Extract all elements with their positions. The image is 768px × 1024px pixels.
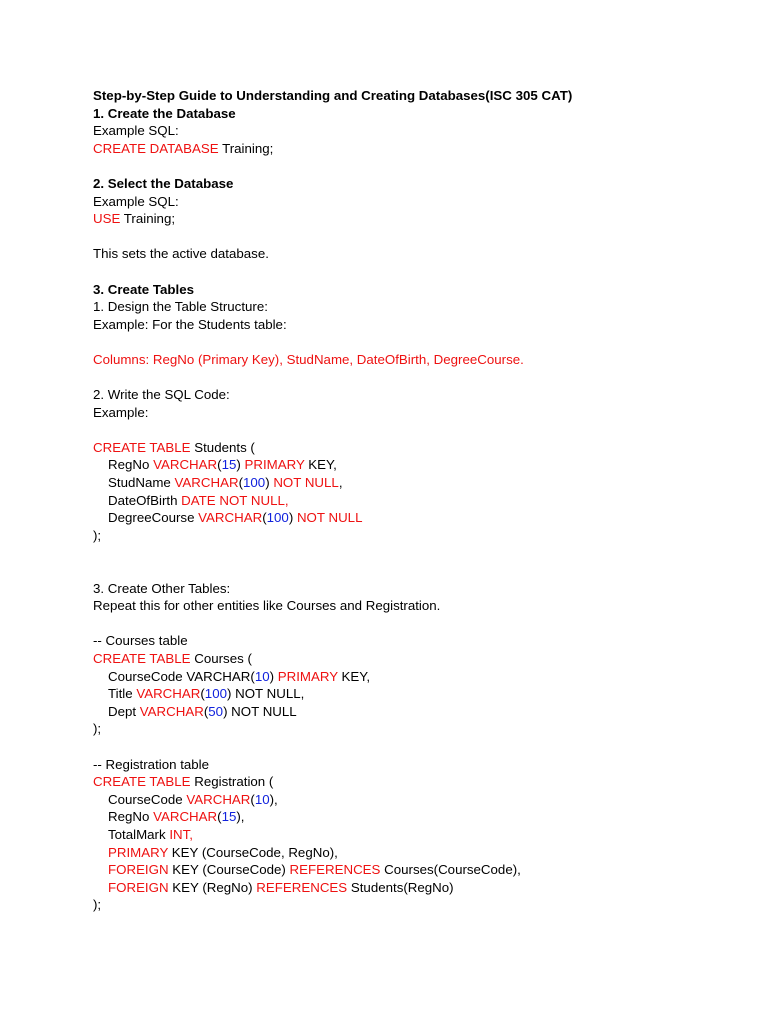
- sql-keyword: FOREIGN: [108, 879, 169, 895]
- step-3-label: 3. Create Other Tables:: [93, 580, 231, 596]
- students-dob-line: [93, 492, 733, 510]
- sql-type: VARCHAR: [186, 791, 251, 807]
- courses-dept-line: [93, 703, 733, 721]
- courses-create-line: [93, 650, 733, 668]
- sql-keyword: PRIMARY: [108, 844, 169, 860]
- sql-keyword: REFERENCES: [289, 862, 381, 878]
- sql-type: VARCHAR: [153, 809, 218, 825]
- sql-number: 50: [208, 703, 224, 719]
- sql-text: Students (: [190, 439, 255, 455]
- sql-text: ) NOT NULL,: [226, 686, 305, 702]
- step-1-label: 1. Design the Table Structure:: [93, 299, 268, 315]
- students-create-line: [93, 439, 733, 457]
- registration-fk-courses-line: [93, 861, 733, 879]
- sql-keyword: CREATE DATABASE: [93, 140, 219, 156]
- column-name: RegNo: [108, 457, 154, 473]
- sql-paren: (: [217, 809, 222, 825]
- step-2-example: Example:: [93, 404, 149, 420]
- column-name: TotalMark: [108, 826, 170, 842]
- sql-number: 100: [243, 475, 266, 491]
- sql-number: 10: [254, 791, 270, 807]
- students-studname-line: [93, 474, 733, 492]
- registration-regno-line: [93, 808, 733, 826]
- sql-keyword: INT,: [169, 826, 193, 842]
- sql-text: Students(RegNo): [347, 879, 454, 895]
- sql-paren: (: [238, 475, 243, 491]
- blank-line: [93, 228, 733, 246]
- courses-end-line: );: [93, 721, 102, 737]
- sql-paren: ): [236, 457, 245, 473]
- section-1-heading: 1. Create the Database: [93, 105, 236, 121]
- blank-line: [93, 369, 733, 387]
- column-name: DateOfBirth: [108, 492, 182, 508]
- sql-text: Training;: [120, 211, 176, 227]
- section-2-example-label: Example SQL:: [93, 193, 179, 209]
- column-name: DegreeCourse: [108, 510, 199, 526]
- registration-create-line: [93, 773, 733, 791]
- blank-line: [93, 157, 733, 175]
- section-3-heading: 3. Create Tables: [93, 281, 195, 297]
- sql-paren: (: [203, 703, 209, 719]
- sql-text: Courses(CourseCode),: [380, 862, 521, 878]
- sql-text: KEY (RegNo): [168, 879, 257, 895]
- sql-type: VARCHAR: [136, 686, 201, 702]
- sql-keyword: FOREIGN: [108, 862, 169, 878]
- sql-keyword: CREATE TABLE: [93, 651, 191, 666]
- blank-line: [93, 544, 733, 562]
- sql-paren: ): [288, 510, 297, 526]
- blank-line: [93, 738, 733, 756]
- create-database-statement: [93, 140, 733, 158]
- sql-paren: ): [269, 668, 278, 684]
- sql-text: Registration (: [190, 774, 274, 790]
- registration-end-line: );: [93, 897, 102, 913]
- section-2-note: This sets the active database.: [93, 246, 269, 262]
- sql-type: VARCHAR: [153, 457, 218, 473]
- section-1-example-label: Example SQL:: [93, 123, 179, 139]
- use-database-statement: [93, 210, 733, 228]
- registration-comment: -- Registration table: [93, 756, 210, 772]
- sql-type: VARCHAR: [139, 703, 204, 719]
- sql-keyword: PRIMARY: [277, 668, 338, 684]
- sql-text: KEY,: [337, 668, 371, 684]
- courses-title-line: [93, 685, 733, 703]
- registration-totalmark-line: [93, 826, 733, 844]
- sql-paren: (: [200, 686, 205, 702]
- sql-number: 10: [254, 668, 270, 684]
- sql-keyword: USE: [93, 211, 121, 227]
- sql-keyword: REFERENCES: [256, 879, 348, 895]
- blank-line: [93, 263, 733, 281]
- column-name: StudName: [108, 475, 175, 491]
- sql-paren: (: [217, 457, 222, 473]
- blank-line: [93, 615, 733, 633]
- sql-text: Courses (: [190, 651, 252, 666]
- blank-line: [93, 333, 733, 351]
- sql-keyword: NOT NULL: [273, 475, 339, 491]
- column-name: Title: [108, 686, 137, 702]
- section-2-heading: 2. Select the Database: [93, 175, 234, 191]
- document-title: Step-by-Step Guide to Understanding and Creating Databases(ISC 305 CAT): [93, 88, 573, 103]
- sql-number: 100: [266, 510, 289, 526]
- sql-text: ),: [269, 791, 278, 807]
- column-name: Dept: [108, 703, 140, 719]
- sql-paren: ): [265, 475, 274, 491]
- step-1-example: Example: For the Students table:: [93, 316, 287, 332]
- sql-type: VARCHAR: [174, 475, 239, 491]
- sql-keyword: CREATE TABLE: [93, 774, 191, 790]
- sql-text: ) NOT NULL: [223, 703, 297, 719]
- blank-line: [93, 562, 733, 580]
- blank-line: [93, 421, 733, 439]
- sql-text: Training;: [218, 140, 274, 156]
- students-regno-line: [93, 456, 733, 474]
- sql-text: ),: [236, 809, 245, 825]
- sql-paren: (: [262, 510, 267, 526]
- sql-keyword: CREATE TABLE: [93, 439, 191, 455]
- sql-paren: (: [250, 791, 255, 807]
- sql-number: 15: [221, 457, 237, 473]
- sql-keyword: NOT NULL: [296, 510, 363, 526]
- step-2-label: 2. Write the SQL Code:: [93, 387, 230, 403]
- sql-keyword: DATE NOT NULL,: [181, 492, 289, 508]
- students-degreecourse-line: [93, 509, 733, 527]
- sql-keyword: PRIMARY: [244, 457, 305, 473]
- registration-fk-students-line: [93, 879, 733, 897]
- sql-text: KEY,: [304, 457, 337, 473]
- sql-text: ,: [338, 475, 343, 491]
- sql-text: KEY (CourseCode): [168, 862, 290, 878]
- step-3-text: Repeat this for other entities like Courses and Registration.: [93, 598, 441, 614]
- registration-primary-key-line: [93, 844, 733, 862]
- document-page: [93, 87, 733, 914]
- sql-number: 100: [204, 686, 227, 702]
- courses-comment: -- Courses table: [93, 633, 188, 649]
- students-end-line: );: [93, 527, 102, 543]
- registration-coursecode-line: [93, 791, 733, 809]
- students-columns-list: Columns: RegNo (Primary Key), StudName, DateOfBirth, DegreeCourse.: [93, 351, 524, 367]
- sql-number: 15: [221, 809, 237, 825]
- column-name: CourseCode: [108, 791, 187, 807]
- sql-type: VARCHAR: [198, 510, 263, 526]
- column-name: RegNo: [108, 809, 154, 825]
- sql-text: KEY (CourseCode, RegNo),: [168, 844, 338, 860]
- sql-text: CourseCode VARCHAR(: [108, 668, 255, 684]
- courses-coursecode-line: [93, 668, 733, 686]
